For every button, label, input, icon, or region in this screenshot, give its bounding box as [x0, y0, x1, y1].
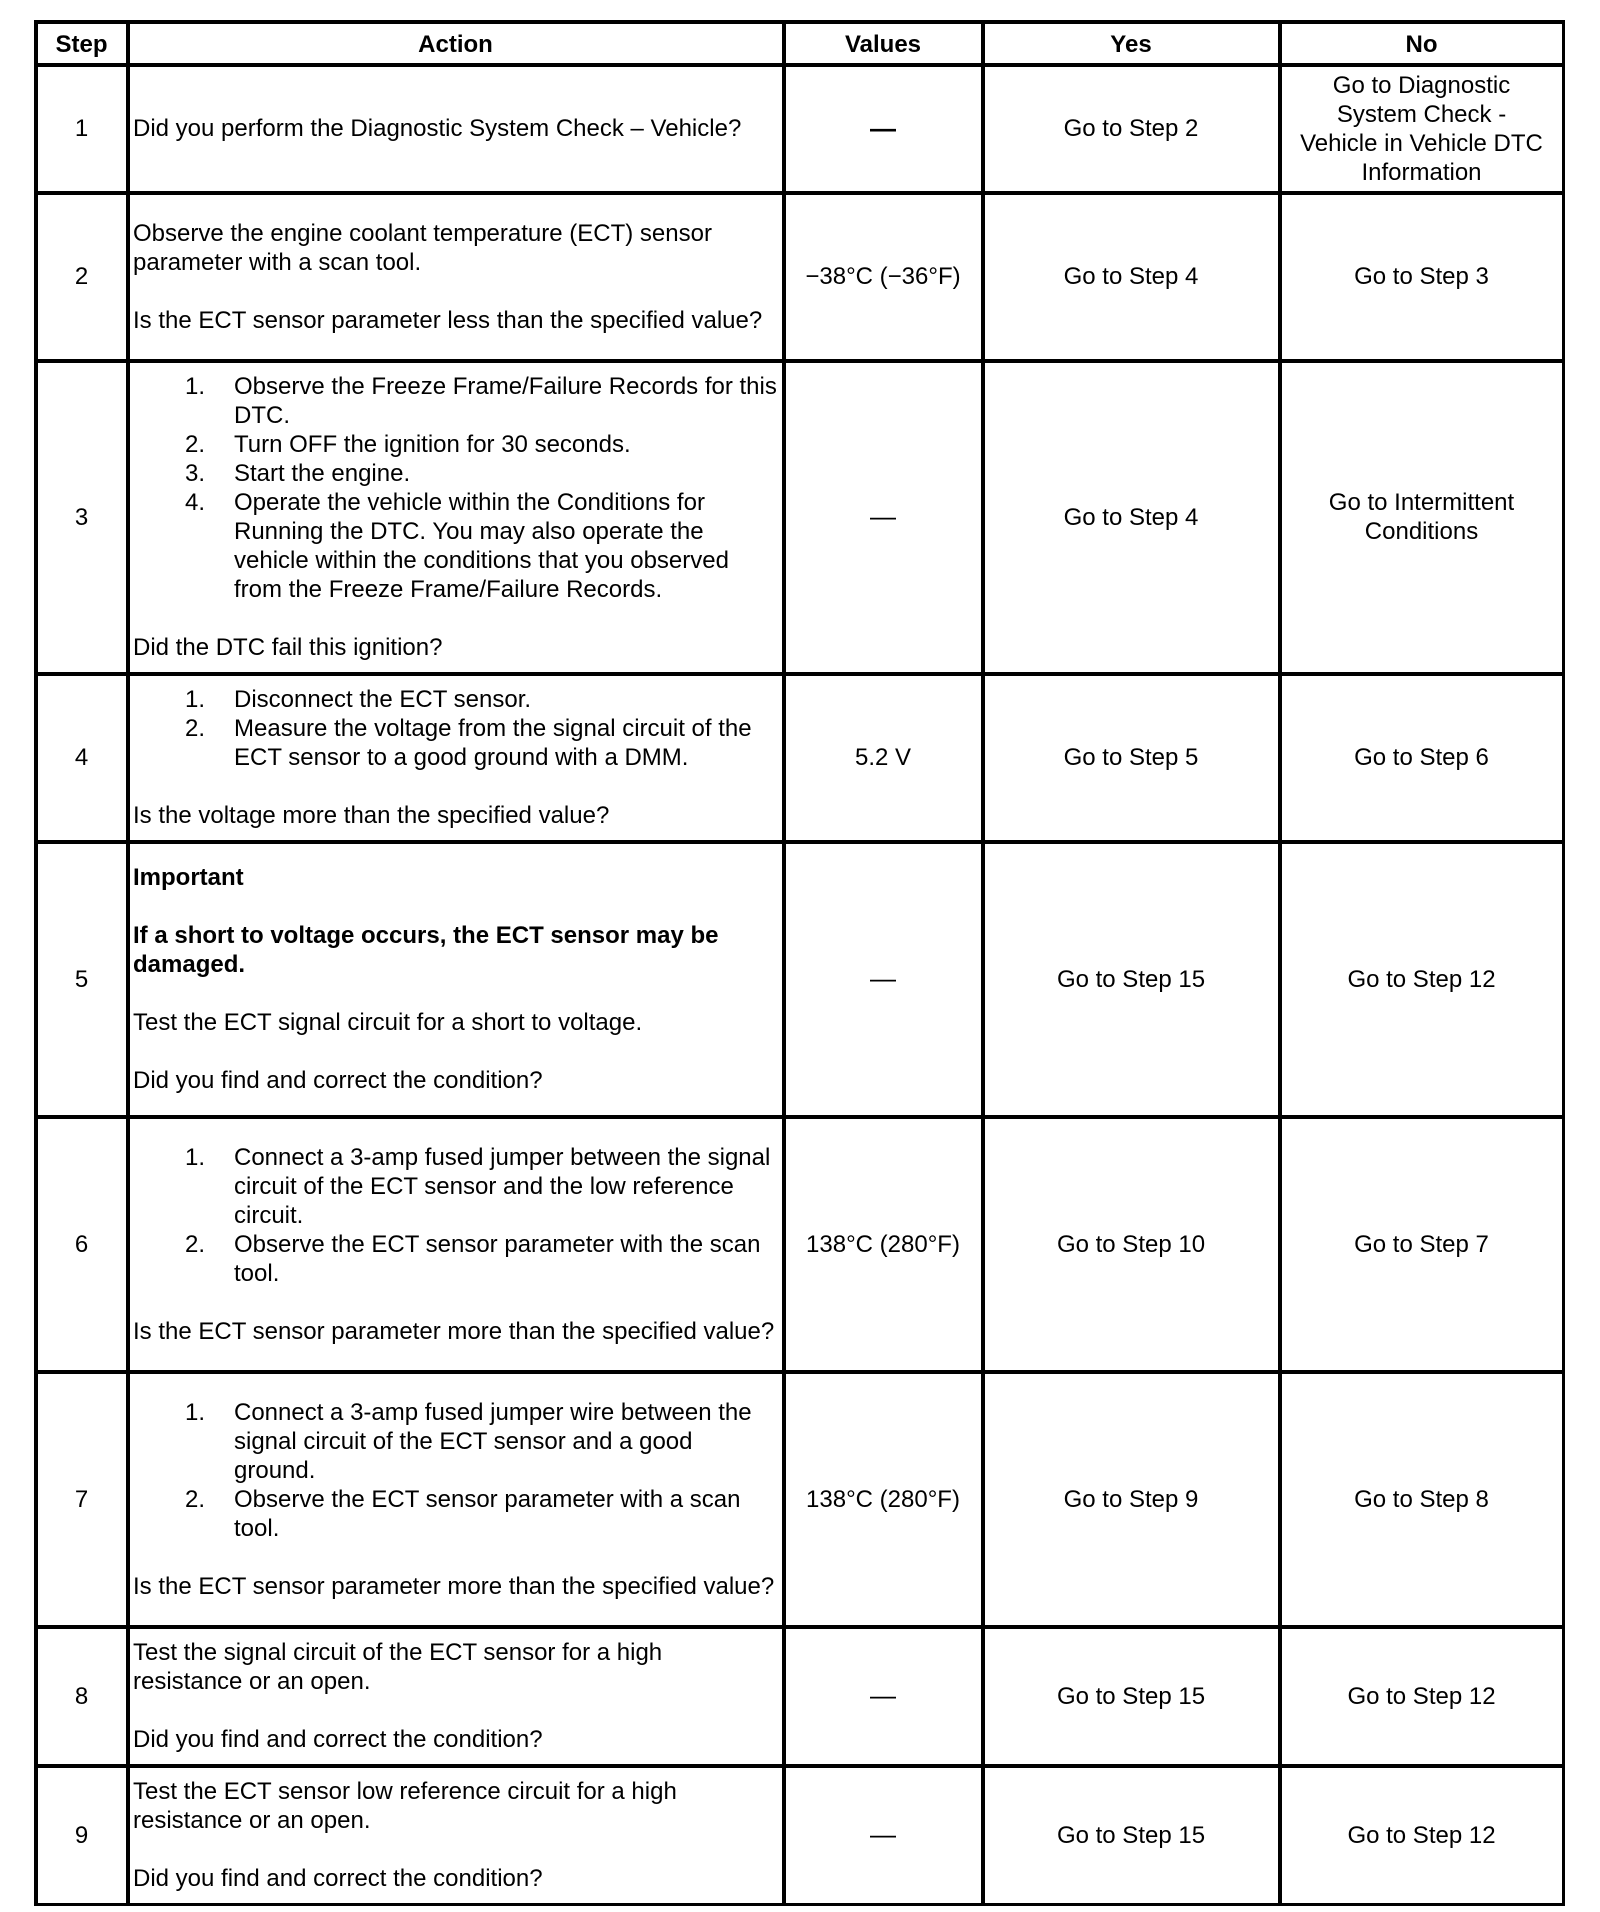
table-row-step-6	[37, 1118, 1565, 1373]
value-text: —	[870, 1819, 896, 1849]
yes-cell	[984, 843, 1281, 1118]
step-number: 9	[37, 1767, 129, 1906]
action-question: Is the voltage more than the specified value?	[133, 802, 610, 829]
no-link[interactable]: Go to Step 6	[1354, 744, 1489, 771]
yes-cell	[984, 1373, 1281, 1628]
yes-cell	[984, 362, 1281, 675]
list-item-text: Connect a 3-amp fused jumper wire between the signal circuit of the ECT sensor and a good ground.	[234, 1398, 752, 1484]
list-item-number: 4.	[185, 489, 206, 516]
action-question: Did you find and correct the condition?	[133, 1067, 543, 1094]
action-intro: Test the signal circuit of the ECT sensor for a high resistance or an open.	[133, 1639, 663, 1695]
no-link[interactable]	[1285, 71, 1558, 187]
yes-cell	[984, 1118, 1281, 1373]
header-row	[37, 23, 1565, 66]
no-link[interactable]: Go to Step 12	[1347, 965, 1496, 993]
important-heading: Important	[133, 864, 244, 891]
value-cell	[785, 362, 984, 675]
list-item-number: 2.	[185, 431, 206, 458]
no-link[interactable]: Go to Step 8	[1354, 1485, 1489, 1513]
no-link[interactable]: Go to Step 12	[1347, 1682, 1496, 1710]
diagnostic-table-container	[34, 20, 1562, 1906]
list-item-text: Operate the vehicle within the Conditions for Running the DTC. You may also operate the vehicle within the conditions that you observed from the Freeze Frame/Failure Records.	[234, 489, 729, 603]
no-line: Go to Intermittent	[1328, 489, 1515, 516]
no-cell	[1281, 194, 1565, 362]
no-link[interactable]: Go to Step 7	[1354, 1230, 1489, 1258]
action-cell	[129, 66, 785, 194]
step-number: 1	[37, 66, 129, 194]
list-item	[185, 685, 778, 714]
action-cell	[129, 362, 785, 675]
value-text: —	[870, 112, 896, 143]
list-item-number: 2.	[185, 1230, 206, 1258]
list-item	[185, 488, 778, 604]
list-item	[185, 1230, 778, 1288]
no-cell	[1281, 66, 1565, 194]
value-text: 138°C (280°F)	[806, 1230, 960, 1258]
action-question: Did you perform the Diagnostic System Check – Vehicle?	[133, 115, 742, 142]
value-cell	[785, 1373, 984, 1628]
list-item-text: Observe the ECT sensor parameter with a scan tool.	[234, 1485, 741, 1542]
value-text: −38°C (−36°F)	[805, 263, 961, 290]
yes-link[interactable]: Go to Step 10	[1056, 1230, 1206, 1258]
value-cell	[785, 66, 984, 194]
action-cell	[129, 1628, 785, 1767]
header-values: Values	[785, 23, 984, 66]
header-no: No	[1281, 23, 1565, 66]
list-item-text: Turn OFF the ignition for 30 seconds.	[234, 431, 631, 458]
list-item	[185, 372, 778, 430]
no-cell	[1281, 1118, 1565, 1373]
action-question: Did you find and correct the condition?	[133, 1865, 543, 1892]
list-item-number: 1.	[185, 1398, 206, 1426]
value-cell	[785, 675, 984, 843]
yes-cell	[984, 194, 1281, 362]
table-row-step-9	[37, 1767, 1565, 1906]
action-intro: Test the ECT sensor low reference circuit for a high resistance or an open.	[133, 1778, 677, 1834]
action-cell	[129, 1118, 785, 1373]
action-cell	[129, 1767, 785, 1906]
action-cell	[129, 1373, 785, 1628]
table-row-step-3	[37, 362, 1565, 675]
table-row-step-8	[37, 1628, 1565, 1767]
value-cell	[785, 1767, 984, 1906]
list-item-text: Connect a 3-amp fused jumper between the signal circuit of the ECT sensor and the low reference circuit.	[234, 1143, 771, 1229]
list-item-text: Start the engine.	[234, 460, 411, 487]
value-text: 138°C (280°F)	[806, 1485, 960, 1513]
action-steps-list	[133, 1143, 778, 1288]
action-question: Is the ECT sensor parameter more than the specified value?	[133, 1317, 775, 1345]
no-cell	[1281, 362, 1565, 675]
value-text: —	[870, 501, 896, 531]
no-link[interactable]: Go to Step 12	[1347, 1821, 1496, 1849]
action-question: Did the DTC fail this ignition?	[133, 634, 443, 661]
list-item-number: 1.	[185, 686, 206, 713]
action-test: Test the ECT signal circuit for a short to voltage.	[133, 1009, 643, 1036]
table-row-step-7	[37, 1373, 1565, 1628]
no-line: System Check -	[1336, 100, 1507, 128]
list-item-number: 3.	[185, 460, 206, 487]
yes-link[interactable]: Go to Step 4	[1063, 263, 1199, 290]
action-steps-list	[133, 372, 778, 604]
no-link[interactable]: Go to Step 3	[1354, 263, 1489, 290]
step-number: 6	[37, 1118, 129, 1373]
action-steps-list	[133, 685, 778, 772]
list-item	[185, 714, 778, 772]
no-line: Information	[1361, 158, 1482, 186]
list-item	[185, 459, 778, 488]
list-item-text: Disconnect the ECT sensor.	[234, 686, 532, 713]
header-yes: Yes	[984, 23, 1281, 66]
no-line: Conditions	[1364, 518, 1479, 545]
action-question: Did you find and correct the condition?	[133, 1726, 543, 1753]
list-item-number: 2.	[185, 715, 206, 742]
step-number: 5	[37, 843, 129, 1118]
yes-link[interactable]: Go to Step 15	[1056, 965, 1206, 993]
yes-link[interactable]: Go to Step 4	[1063, 503, 1199, 531]
value-text: 5.2 V	[854, 744, 912, 771]
list-item-number: 2.	[185, 1485, 206, 1513]
action-cell	[129, 194, 785, 362]
list-item	[185, 1398, 778, 1485]
yes-link[interactable]: Go to Step 5	[1063, 744, 1199, 771]
action-question: Is the ECT sensor parameter less than the specified value?	[133, 306, 763, 334]
action-cell	[129, 675, 785, 843]
diagnostic-table	[34, 20, 1565, 1906]
no-cell	[1281, 1628, 1565, 1767]
step-number: 7	[37, 1373, 129, 1628]
list-item	[185, 1485, 778, 1543]
yes-cell	[984, 675, 1281, 843]
table-row-step-4	[37, 675, 1565, 843]
header-step: Step	[37, 23, 129, 66]
list-item-text: Observe the Freeze Frame/Failure Records for this DTC.	[234, 373, 777, 429]
yes-link[interactable]: Go to Step 9	[1063, 1485, 1199, 1513]
list-item-text: Measure the voltage from the signal circuit of the ECT sensor to a good ground with a DMM.	[234, 715, 752, 771]
list-item-text: Observe the ECT sensor parameter with the scan tool.	[234, 1230, 761, 1287]
no-cell	[1281, 1767, 1565, 1906]
yes-link[interactable]: Go to Step 2	[1063, 115, 1199, 142]
value-text: —	[870, 1680, 896, 1710]
no-line: Go to Diagnostic	[1332, 71, 1511, 99]
action-cell	[129, 843, 785, 1118]
value-cell	[785, 1118, 984, 1373]
list-item-number: 1.	[185, 373, 206, 400]
step-number: 3	[37, 362, 129, 675]
no-cell	[1281, 675, 1565, 843]
header-action: Action	[129, 23, 785, 66]
value-cell	[785, 1628, 984, 1767]
action-intro: Observe the engine coolant temperature (ECT) sensor parameter with a scan tool.	[133, 219, 712, 276]
value-cell	[785, 843, 984, 1118]
step-number: 2	[37, 194, 129, 362]
yes-link[interactable]: Go to Step 15	[1056, 1682, 1206, 1710]
no-line: Vehicle in Vehicle DTC	[1300, 129, 1543, 157]
no-cell	[1281, 843, 1565, 1118]
list-item-number: 1.	[185, 1143, 206, 1171]
yes-cell	[984, 66, 1281, 194]
value-cell	[785, 194, 984, 362]
yes-link[interactable]: Go to Step 15	[1056, 1821, 1206, 1849]
action-question: Is the ECT sensor parameter more than the specified value?	[133, 1572, 775, 1600]
value-text: —	[870, 963, 896, 993]
table-row-step-1	[37, 66, 1565, 194]
yes-cell	[984, 1767, 1281, 1906]
step-number: 4	[37, 675, 129, 843]
no-link[interactable]	[1285, 488, 1558, 546]
yes-cell	[984, 1628, 1281, 1767]
step-number: 8	[37, 1628, 129, 1767]
table-row-step-2	[37, 194, 1565, 362]
action-steps-list	[133, 1398, 778, 1543]
table-row-step-5	[37, 843, 1565, 1118]
list-item	[185, 1143, 778, 1230]
no-cell	[1281, 1373, 1565, 1628]
important-warning: If a short to voltage occurs, the ECT sensor may be damaged.	[133, 922, 719, 978]
list-item	[185, 430, 778, 459]
